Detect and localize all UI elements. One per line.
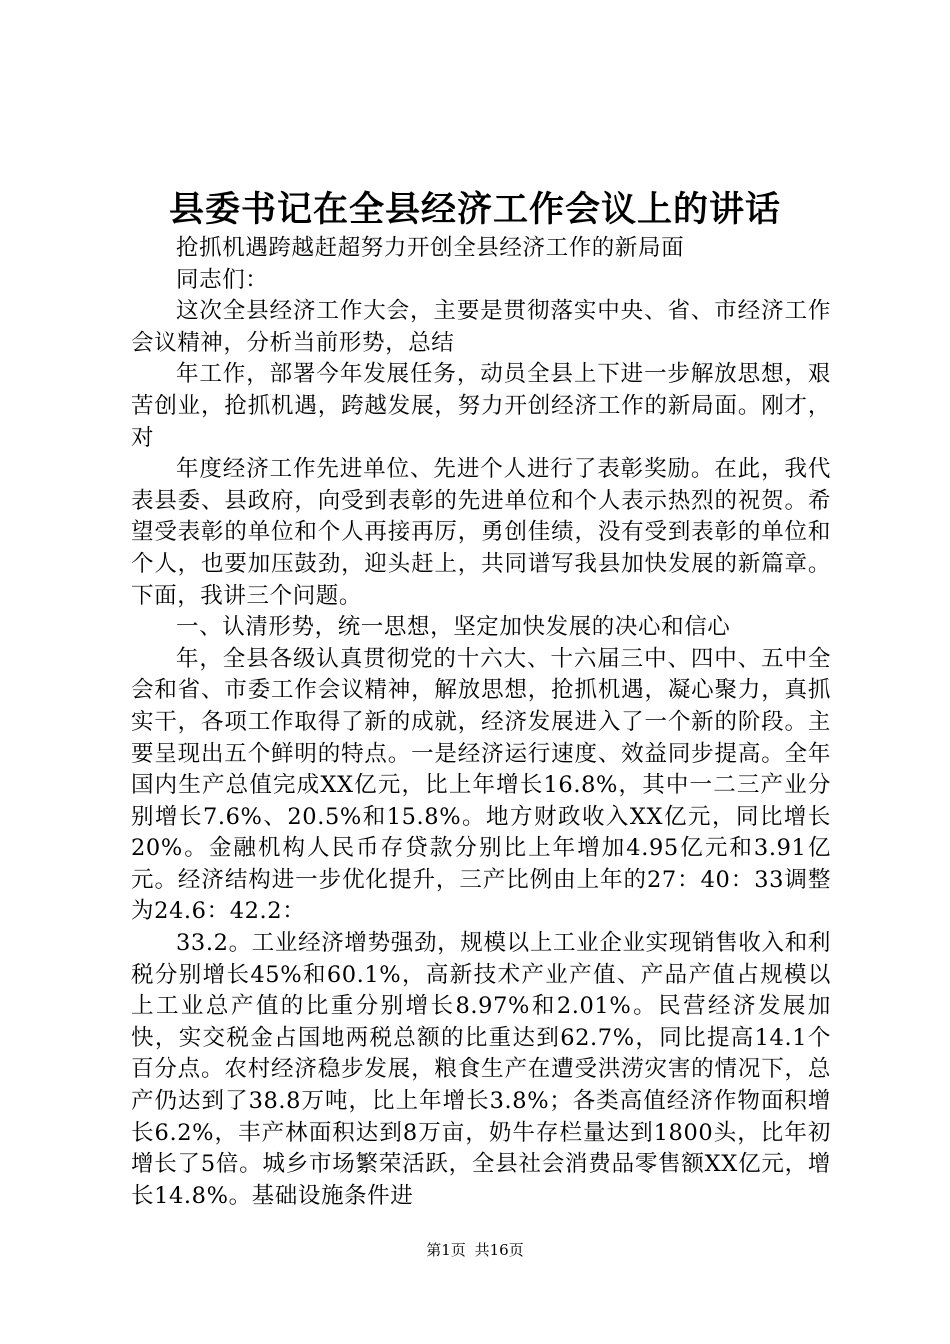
page-footer	[0, 1240, 950, 1260]
body-paragraph: 年度经济工作先进单位、先进个人进行了表彰奖励。在此，我代表县委、县政府，向受到表彰的先进单位和个人表示热烈的祝贺。希望受表彰的单位和个人再接再厉，勇创佳绩，没有受到表彰的单位和个人，也要加压鼓劲，迎头赶上，共同谱写我县加快发展的新篇章。下面，我讲三个问题。	[131, 456, 831, 609]
subtitle-paragraph: 抢抓机遇跨越赶超努力开创全县经济工作的新局面	[176, 235, 685, 261]
body-paragraph: 年，全县各级认真贯彻党的十六大、十六届三中、四中、五中全会和省、市委工作会议精神，解放思想，抢抓机遇，凝心聚力，真抓实干，各项工作取得了新的成就，经济发展进入了一个新的阶段。主要呈现出五个鲜明的特点。一是经济运行速度、效益同步提高。全年国内生产总值完成XX亿元，比上年增长16.8%，其中一二三产业分别增长7.6%、20.5%和15.8%。地方财政收入XX亿元，同比增长20%。金融机构人民币存贷款分别比上年增加4.95亿元和3.91亿元。经济结构进一步优化提升，三产比例由上年的27：40：33调整为24.6：42.2：	[131, 645, 831, 925]
section-heading: 一、认清形势，统一思想，坚定加快发展的决心和信心	[176, 614, 731, 641]
page-total: 共16页	[474, 1241, 524, 1259]
page-number: 第1页	[426, 1241, 466, 1259]
body-paragraph: 年工作，部署今年发展任务，动员全县上下进一步解放思想，艰苦创业，抢抓机遇，跨越发展，努力开创经济工作的新局面。刚才，对	[131, 361, 831, 451]
document-title: 县委书记在全县经济工作会议上的讲话	[168, 189, 781, 230]
body-paragraph: 这次全县经济工作大会，主要是贯彻落实中央、省、市经济工作会议精神，分析当前形势，总结	[131, 298, 831, 356]
salutation-paragraph: 同志们：	[176, 266, 269, 293]
document-body	[131, 233, 831, 1212]
body-paragraph: 33.2。工业经济增势强劲，规模以上工业企业实现销售收入和利税分别增长45%和60.1%，高新技术产业产值、产品产值占规模以上工业总产值的比重分别增长8.97%和2.01%。民营经济发展加快，实交税金占国地两税总额的比重达到62.7%，同比提高14.1个百分点。农村经济稳步发展，粮食生产在遭受洪涝灾害的情况下，总产仍达到了38.8万吨，比上年增长3.8%；各类高值经济作物面积增长6.2%，丰产林面积达到8万亩，奶牛存栏量达到1800头，比年初增长了5倍。城乡市场繁荣活跃，全县社会消费品零售额XX亿元，增长14.8%。基础设施条件进	[131, 930, 831, 1209]
